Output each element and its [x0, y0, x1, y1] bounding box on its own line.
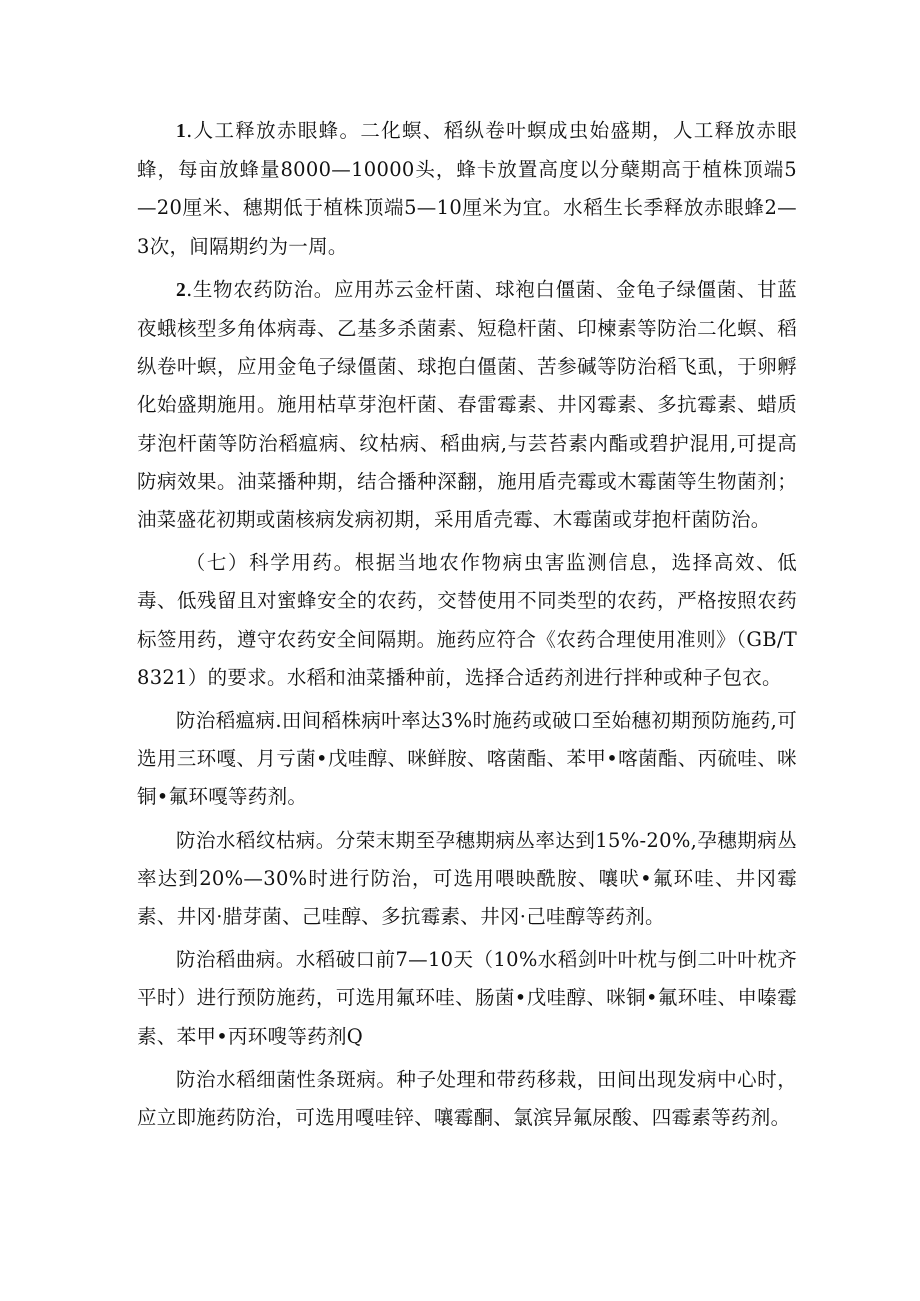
paragraph-text: .人工释放赤眼蜂。二化螟、稻纵卷叶螟成虫始盛期，人工释放赤眼蜂，每亩放蜂量8000—10000头，蜂卡放置高度以分蘖期高于植株顶端5—20厘米、穗期低于植株顶端5—10厘米为宜。水稻生长季释放赤眼蜂2—3次，间隔期约为一周。 — [137, 119, 797, 258]
paragraph-number: 2 — [176, 279, 187, 301]
paragraph-text: 防治水稻纹枯病。分荣末期至孕穗期病丛率达到15%-20%,孕穗期病丛率达到20%—30%时进行防治，可选用喂映酰胺、嚷吠•氟环哇、井冈霉素、井冈·腊芽菌、己哇醇、多抗霉素、井冈·己哇醇等药剂。 — [137, 828, 797, 929]
paragraph-text: 防治水稻细菌性条斑病。种子处理和带药移栽，田间出现发病中心时，应立即施药防治，可选用嘎哇锌、嚷霉酮、氯滨异氟尿酸、四霉素等药剂。 — [137, 1067, 797, 1130]
paragraph-bacterial-leaf-streak — [137, 1061, 797, 1137]
paragraph-biological-pesticides — [137, 271, 797, 539]
paragraph-sheath-blight — [137, 822, 797, 937]
paragraph-release-trichogramma — [137, 112, 797, 266]
paragraph-rice-blast — [137, 702, 797, 817]
paragraph-scientific-medication — [137, 544, 797, 697]
paragraph-number: 1 — [176, 121, 187, 142]
paragraph-false-smut — [137, 941, 797, 1056]
paragraph-text: 防治稻瘟病.田间稻株病叶率达3%时施药或破口至始穗初期预防施药,可选用三环嘎、月亏菌•戊哇醇、咪鲜胺、喀菌酯、苯甲•喀菌酯、丙硫哇、咪铜•氟环嘎等药剂。 — [137, 709, 797, 809]
document-page — [137, 112, 797, 1137]
paragraph-text: .生物农药防治。应用苏云金杆菌、球袍白僵菌、金龟子绿僵菌、甘蓝夜蛾核型多角体病毒、乙基多杀菌素、短稳杆菌、印楝素等防治二化螟、稻纵卷叶螟，应用金龟子绿僵菌、球抱白僵菌、苦参碱等防治稻飞虱，于卵孵化始盛期施用。施用枯草芽泡杆菌、春雷霉素、井冈霉素、多抗霉素、蜡质芽泡杆菌等防治稻瘟病、纹枯病、稻曲病,与芸苔素内酯或碧护混用,可提高防病效果。油菜播种期，结合播种深翻，施用盾壳霉或木霉菌等生物菌剂；油菜盛花初期或菌核病发病初期，采用盾壳霉、木霉菌或芽抱杆菌防治。 — [137, 277, 797, 532]
paragraph-text: （七）科学用药。根据当地农作物病虫害监测信息，选择高效、低毒、低残留且对蜜蜂安全的农药，交替使用不同类型的农药，严格按照农药标签用药，遵守农药安全间隔期。施药应符合《农药合理使用准则》（GB/T8321）的要求。水稻和油菜播种前，选择合适药剂进行拌种或种子包衣。 — [137, 551, 797, 689]
paragraph-text: 防治稻曲病。水稻破口前7—10天（10%水稻剑叶叶枕与倒二叶叶枕齐平时）进行预防施药，可选用氟环哇、肠菌•戊哇醇、咪铜•氟环哇、申嗪霉素、苯甲•丙环嗖等药剂Q — [137, 948, 797, 1048]
